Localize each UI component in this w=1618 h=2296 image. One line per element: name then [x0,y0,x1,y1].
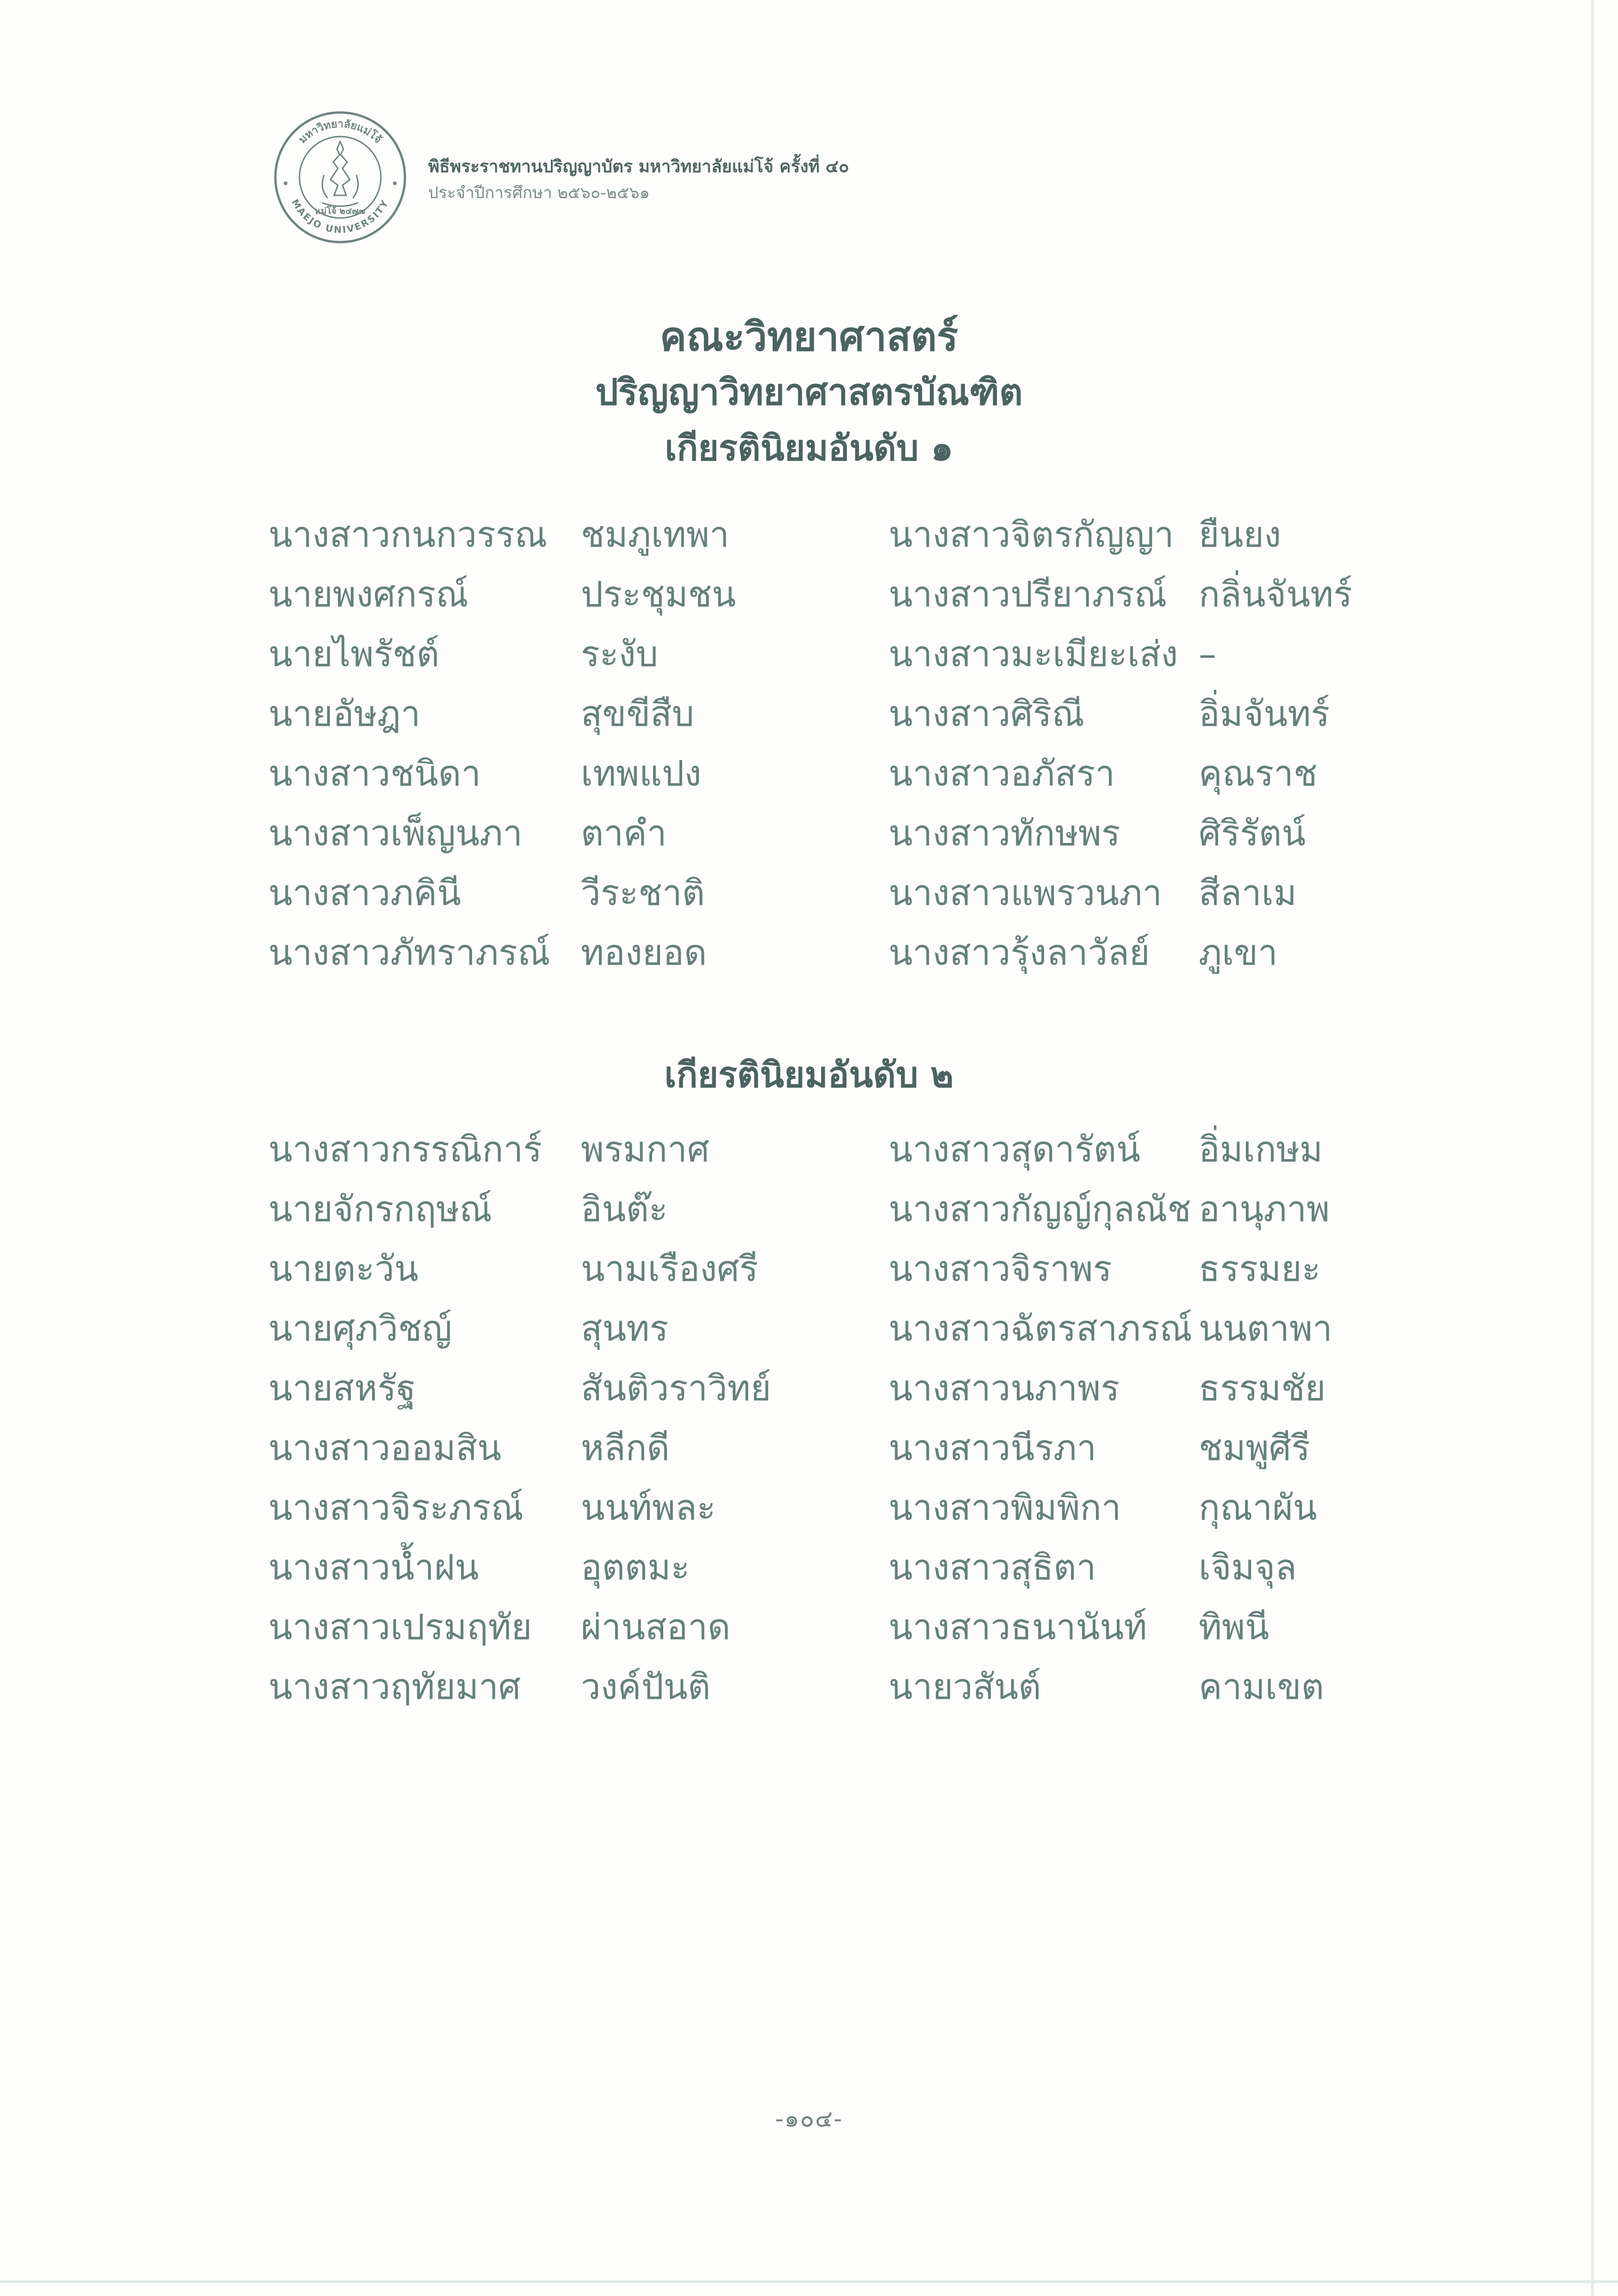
name-row [0,629,1618,688]
document-header [273,110,921,249]
first-name-right: นางสาวมะเมียะเส่ง [889,633,1178,674]
first-name-left: นายตะวัน [268,1248,418,1289]
honors1-name-list [0,509,1618,987]
first-name-left: นางสาวฤทัยมาศ [268,1666,521,1707]
last-name-right: อิ่มเกษม [1199,1129,1323,1170]
last-name-left: สุนทร [581,1308,669,1349]
honors1-title: เกียรตินิยมอันดับ ๑ [665,427,953,468]
first-name-left: นายจักรกฤษณ์ [268,1188,492,1229]
seal-center-text: แม่โจ้ ๒๔๗๗ [315,206,366,216]
university-seal-icon [273,110,407,244]
title-block [0,309,1618,476]
last-name-right: ธรรมยะ [1199,1248,1321,1289]
last-name-right: กลิ่นจันทร์ [1199,574,1352,615]
name-row [0,1602,1618,1661]
last-name-right: นนตาพา [1199,1308,1332,1349]
first-name-right: นางสาวจิตรกัญญา [889,514,1174,555]
last-name-right: ธรรมชัย [1199,1367,1326,1409]
last-name-left: วงค์ปันติ [581,1666,711,1707]
first-name-right: นางสาวฉัตรสาภรณ์ [889,1308,1192,1349]
degree-title: ปริญญาวิทยาศาสตรบัณฑิต [595,372,1023,413]
first-name-right: นางสาวจิราพร [889,1248,1112,1289]
last-name-right: สีลาเม [1199,872,1297,913]
first-name-right: นางสาวปรียาภรณ์ [889,574,1167,615]
last-name-left: หลีกดี [581,1427,670,1468]
name-row [0,927,1618,987]
name-row [0,1542,1618,1602]
first-name-left: นางสาวกนกวรรณ [268,514,548,555]
first-name-right: นางสาวทักษพร [889,812,1120,854]
first-name-right: นางสาวแพรวนภา [889,872,1162,913]
last-name-right: คุณราช [1199,753,1318,794]
name-row [0,1243,1618,1303]
first-name-left: นายสหรัฐ [268,1367,416,1409]
first-name-left: นางสาวเปรมฤทัย [268,1606,532,1647]
first-name-right: นางสาวรุ้งลาวัลย์ [889,932,1150,973]
name-row [0,1303,1618,1363]
first-name-right: นางสาวสุดารัตน์ [889,1129,1141,1170]
first-name-left: นางสาวภคินี [268,872,461,913]
first-name-left: นายอัษฎา [268,693,421,734]
last-name-left: ทองยอด [581,932,707,973]
first-name-left: นายศุภวิชญ์ [268,1308,452,1349]
last-name-left: สันติวราวิทย์ [581,1367,772,1409]
last-name-right: กุณาผัน [1199,1487,1317,1528]
first-name-right: นางสาวพิมพิกา [889,1487,1121,1528]
last-name-left: ตาคำ [581,812,667,854]
last-name-right: – [1199,633,1216,674]
first-name-right: นายวสันต์ [889,1666,1041,1707]
last-name-right: ชมพูศีรี [1199,1427,1310,1468]
last-name-left: นนท์พละ [581,1487,716,1528]
last-name-right: ศิริรัตน์ [1199,812,1306,854]
first-name-left: นางสาวกรรณิการ์ [268,1129,542,1170]
last-name-left: ผ่านสอาด [581,1606,731,1647]
last-name-left: เทพแปง [581,753,702,794]
first-name-right: นางสาวศิริณี [889,693,1085,734]
last-name-right: ยืนยง [1199,514,1282,555]
last-name-left: วีระชาติ [581,872,705,913]
last-name-left: ระงับ [581,633,658,674]
seal-top-text: มหาวิทยาลัยแม่โจ้ [296,118,384,146]
first-name-right: นางสาวอภัสรา [889,753,1115,794]
name-row [0,748,1618,808]
name-row [0,1184,1618,1243]
first-name-left: นางสาวภัทราภรณ์ [268,932,550,973]
honors2-title: เกียรตินิยมอันดับ ๒ [664,1054,954,1095]
name-row [0,1124,1618,1184]
first-name-left: นางสาวน้ำฝน [268,1547,479,1588]
first-name-left: นายไพรัชต์ [268,633,440,674]
name-row [0,1423,1618,1482]
last-name-right: เจิมจุล [1199,1547,1297,1588]
academic-year: ประจำปีการศึกษา ๒๕๖๐-๒๕๖๑ [428,184,650,202]
last-name-left: ชมภูเทพา [581,514,729,555]
name-row [0,569,1618,629]
last-name-left: สุขขีสืบ [581,693,694,734]
page-number: -๑๐๔- [775,2105,843,2132]
last-name-left: พรมกาศ [581,1129,709,1170]
last-name-right: ภูเขา [1199,932,1278,973]
name-row [0,1482,1618,1542]
ceremony-title: พิธีพระราชทานปริญญาบัตร มหาวิทยาลัยแม่โจ้ ครั้งที่ ๔๐ [428,156,849,176]
name-row [0,808,1618,867]
name-row [0,867,1618,927]
first-name-right: นางสาวนภาพร [889,1367,1120,1409]
last-name-right: อานุภาพ [1199,1188,1330,1229]
name-row [0,1363,1618,1423]
last-name-left: นามเรืองศรี [581,1248,759,1289]
first-name-left: นางสาวชนิดา [268,753,481,794]
first-name-right: นางสาวสุธิตา [889,1547,1096,1588]
last-name-left: อินต๊ะ [581,1188,668,1229]
name-row [0,688,1618,748]
first-name-right: นางสาวกัญญ์กุลณัช [889,1188,1191,1229]
page-bottom-edge [0,2280,1618,2283]
last-name-right: ทิพนี [1199,1606,1270,1647]
last-name-right: อิ่มจันทร์ [1199,693,1330,734]
name-row [0,1661,1618,1721]
last-name-left: ประชุมชน [581,574,736,615]
first-name-right: นางสาวธนานันท์ [889,1606,1147,1647]
first-name-left: นางสาวจิระภรณ์ [268,1487,524,1528]
seal-bottom-text: MAEJO UNIVERSITY [289,197,391,236]
first-name-left: นางสาวเพ็ญนภา [268,812,523,854]
honors2-name-list [0,1124,1618,1721]
faculty-title: คณะวิทยาศาสตร์ [660,314,958,360]
first-name-right: นางสาวนีรภา [889,1427,1097,1468]
last-name-right: คามเขต [1199,1666,1324,1707]
honors2-heading [0,1047,1618,1103]
last-name-left: อุตตมะ [581,1547,690,1588]
first-name-left: นางสาวออมสิน [268,1427,502,1468]
first-name-left: นายพงศกรณ์ [268,574,468,615]
name-row [0,509,1618,569]
